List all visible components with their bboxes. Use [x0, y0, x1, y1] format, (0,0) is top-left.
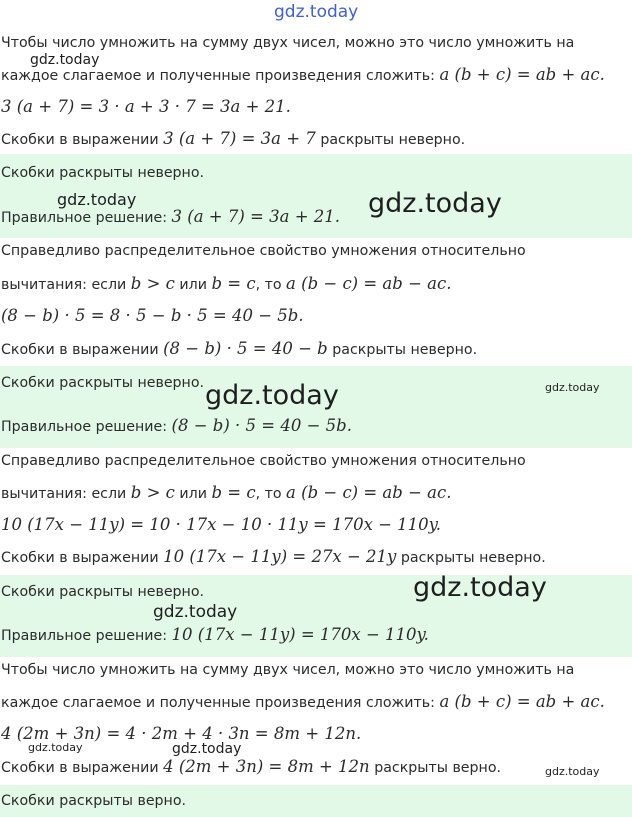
rule-text: Чтобы число умножить на сумму двух чисел, можно это число умножить на	[1, 35, 575, 51]
watermark-small: gdz.today	[28, 741, 83, 754]
watermark: gdz.today	[57, 190, 137, 209]
calculation: 10 (17x − 11y) = 10 · 17x − 10 · 11y = 170x − 110y.	[1, 515, 442, 534]
correct-solution: Правильное решение: 3 (a + 7) = 3a + 21.	[1, 207, 341, 226]
watermark-large: gdz.today	[413, 572, 547, 603]
watermark-small: gdz.today	[545, 381, 600, 394]
rule-formula: a (b − c) = ab − ac.	[286, 483, 452, 502]
calculation: 4 (2m + 3n) = 4 · 2m + 4 · 3n = 8m + 12n.	[1, 724, 362, 743]
rule-text: Чтобы число умножить на сумму двух чисел, можно это число умножить на	[1, 662, 575, 678]
watermark: gdz.today	[172, 741, 242, 757]
check-statement: Скобки в выражении 10 (17x − 11y) = 27x − 21y раскрыты неверно.	[1, 547, 546, 566]
correct-solution: Правильное решение: (8 − b) · 5 = 40 − 5b.	[1, 416, 352, 435]
rule-text: каждое слагаемое и полученные произведения сложить: a (b + c) = ab + ac.	[1, 692, 605, 711]
answer-text: Скобки раскрыты верно.	[1, 793, 187, 809]
watermark: gdz.today	[153, 602, 238, 622]
watermark: gdz.today	[30, 52, 100, 68]
calculation: (8 − b) · 5 = 8 · 5 − b · 5 = 40 − 5b.	[1, 306, 304, 325]
rule-formula: a (b + c) = ab + ac.	[439, 65, 605, 84]
answer-text: Скобки раскрыты неверно.	[1, 584, 205, 600]
calculation: 3 (a + 7) = 3 · a + 3 · 7 = 3a + 21.	[1, 97, 291, 116]
rule-text: Справедливо распределительное свойство умножения относительно	[1, 243, 526, 259]
rule-text: вычитания: если b > c или b = c, то a (b − c) = ab − ac.	[1, 483, 452, 502]
check-statement: Скобки в выражении (8 − b) · 5 = 40 − b раскрыты неверно.	[1, 339, 478, 358]
correct-solution: Правильное решение: 10 (17x − 11y) = 170x − 110y.	[1, 625, 429, 644]
watermark-large: gdz.today	[205, 380, 339, 411]
rule-text: Справедливо распределительное свойство умножения относительно	[1, 453, 526, 469]
rule-formula: a (b + c) = ab + ac.	[439, 692, 605, 711]
check-statement: Скобки в выражении 3 (a + 7) = 3a + 7 раскрыты неверно.	[1, 129, 466, 148]
watermark-large: gdz.today	[368, 188, 502, 219]
watermark-small: gdz.today	[545, 765, 600, 778]
watermark-top: gdz.today	[274, 2, 359, 22]
answer-text: Скобки раскрыты неверно.	[1, 375, 205, 391]
check-statement: Скобки в выражении 4 (2m + 3n) = 8m + 12n раскрыты верно.	[1, 757, 502, 776]
rule-formula: a (b − c) = ab − ac.	[286, 274, 452, 293]
answer-text: Скобки раскрыты неверно.	[1, 165, 205, 181]
rule-text: вычитания: если b > c или b = c, то a (b − c) = ab − ac.	[1, 274, 452, 293]
rule-text: каждое слагаемое и полученные произведения сложить: a (b + c) = ab + ac.	[1, 65, 605, 84]
